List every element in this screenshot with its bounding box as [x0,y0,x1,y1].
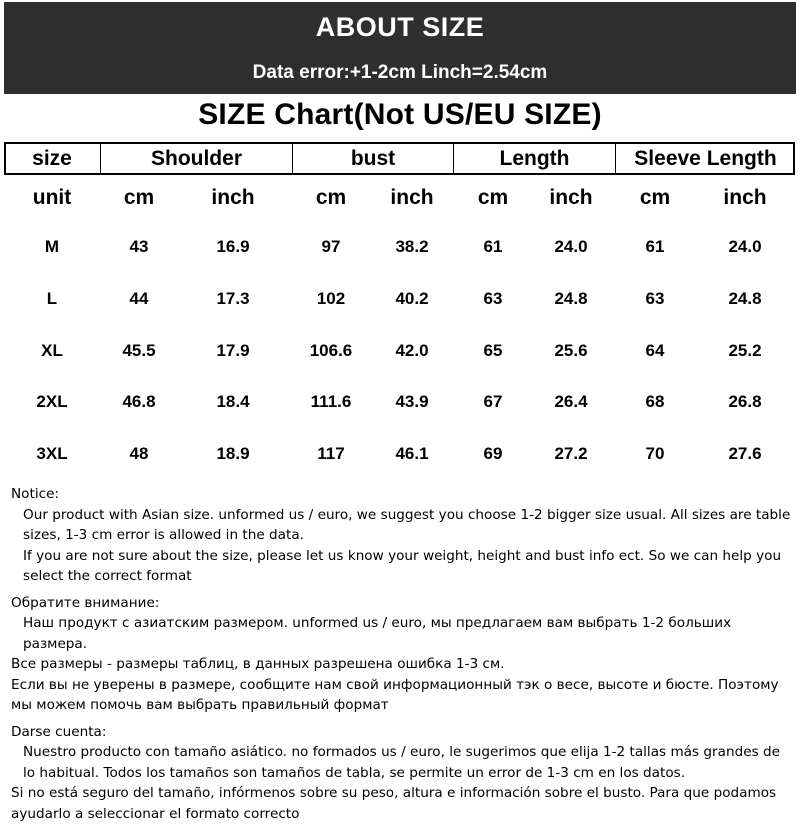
unit-cell: inch [549,186,593,209]
notice-text: Если вы не уверены в размере, сообщите нам свой информационный тэк о весе, высоте и бюсте. Поэтому мы можем помочь вам выбрать правильный формат [11,676,779,713]
header-sleeve-length: Sleeve Length [634,147,777,170]
notice-text: If you are not sure about the size, please let us know your weight, height and bust info ect. So we can help you select the correct format [23,547,782,584]
table-cell: 43 [129,237,149,256]
notice-text: Our product with Asian size. unformed us / euro, we suggest you choose 1-2 bigger size usual. All sizes are table sizes, 1-3 cm error is allowed in the data. [23,506,791,543]
banner-title: ABOUT SIZE [315,12,485,42]
table-cell: 106.6 [309,341,353,360]
table-cell: 17.3 [216,289,250,308]
table-cell: 16.9 [216,237,250,256]
table-cell: 46.8 [122,392,156,411]
table-cell: 24.8 [728,289,762,308]
table-cell: 27.6 [728,444,762,463]
table-cell: 24.8 [554,289,588,308]
size-chart-title: SIZE Chart(Not US/EU SIZE) [198,98,602,131]
table-cell: 27.2 [554,444,588,463]
table-cell: 44 [129,289,149,308]
table-cell: 68 [645,392,665,411]
header-bust: bust [350,147,396,170]
table-cell: 63 [483,289,503,308]
table-cell: 63 [645,289,665,308]
table-cell: 38.2 [395,237,429,256]
table-cell: 69 [483,444,503,463]
table-cell: 64 [645,341,665,360]
unit-label: unit [32,186,72,209]
unit-cell: inch [390,186,434,209]
notice-section [11,484,796,824]
unit-cell: cm [639,186,671,209]
notice-text: Наш продукт с азиатским размером. unformed us / euro, мы предлагаем вам выбрать 1-2 больших размера. [23,615,732,652]
notice-heading-en: Notice: [11,486,60,502]
table-cell: 43.9 [395,392,429,411]
unit-cell: inch [723,186,767,209]
about-size-banner [4,2,796,94]
table-cell: 24.0 [554,237,588,256]
table-cell: 26.4 [554,392,588,411]
size-label: 3XL [36,444,68,463]
size-label: M [44,237,60,256]
table-cell: 17.9 [216,341,250,360]
table-cell: 97 [321,237,341,256]
table-cell: 70 [645,444,665,463]
table-cell: 40.2 [395,289,429,308]
size-label: L [46,289,58,308]
table-cell: 46.1 [395,444,429,463]
size-label: XL [41,341,63,360]
table-cell: 65 [483,341,503,360]
notice-heading-es: Darse cuenta: [11,723,107,740]
notice-heading-ru: Обратите внимание: [11,594,160,611]
header-shoulder: Shoulder [150,147,242,170]
unit-cell: cm [477,186,509,209]
table-cell: 18.9 [216,444,250,463]
table-cell: 61 [483,237,503,256]
notice-text: Si no está seguro del tamaño, infórmenos sobre su peso, altura e información sobre el busto. Para que podamos ayudarlo a seleccionar el formato correcto [11,785,777,822]
unit-cell: cm [123,186,155,209]
table-cell: 25.6 [554,341,588,360]
table-cell: 18.4 [216,392,250,411]
table-cell: 61 [645,237,665,256]
unit-cell: inch [211,186,255,209]
table-cell: 24.0 [728,237,762,256]
table-cell: 25.2 [728,341,762,360]
table-cell: 111.6 [310,392,352,411]
banner-subtitle: Data error:+1-2cm Linch=2.54cm [252,62,548,83]
header-size: size [32,147,72,170]
table-cell: 102 [316,289,346,308]
table-cell: 45.5 [122,341,156,360]
table-cell: 26.8 [728,392,762,411]
notice-text: Все размеры - размеры таблиц, в данных разрешена ошибка 1-3 см. [11,656,505,672]
notice-text: Nuestro producto con tamaño asiático. no formados us / euro, le sugerimos que elija 1-2 tallas más grandes de lo habitual. Todos los tamaños son tamaños de tabla, se permite un error de 1-3 cm en los datos. [23,744,780,781]
table-cell: 117 [317,444,345,463]
header-length: Length [499,147,570,170]
unit-cell: cm [315,186,347,209]
table-cell: 42.0 [395,341,429,360]
table-cell: 67 [483,392,503,411]
size-label: 2XL [36,392,68,411]
table-cell: 48 [129,444,149,463]
